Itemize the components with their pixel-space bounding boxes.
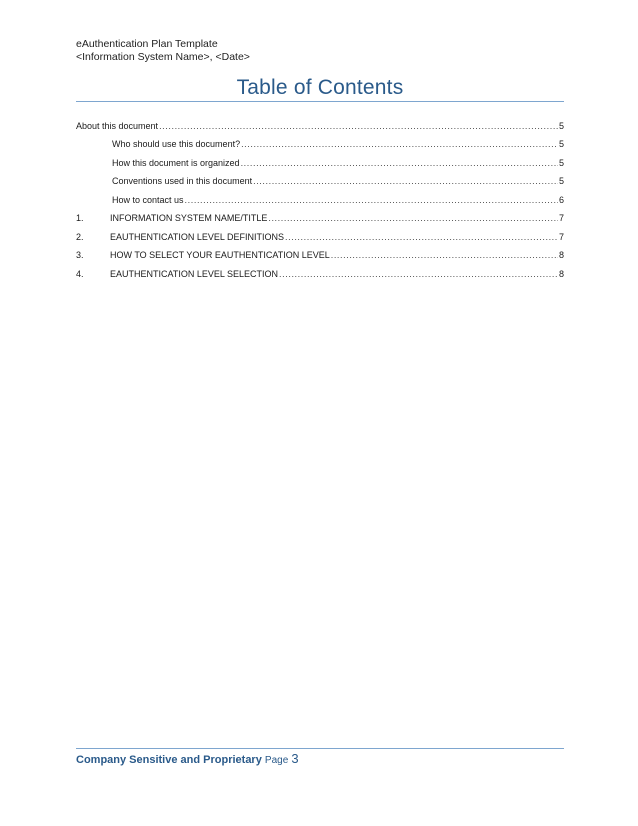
toc-entry-how-organized[interactable]: [76, 150, 564, 169]
toc-leader-dots: [253, 175, 558, 187]
toc-entry-who-should-use[interactable]: [76, 132, 564, 151]
toc-leader-dots: [241, 138, 558, 150]
toc-page-number: 5: [558, 139, 564, 149]
page-footer: [76, 751, 299, 766]
toc-leader-dots: [285, 231, 558, 243]
toc-entry-label: Conventions used in this document: [112, 176, 253, 186]
toc-leader-dots: [241, 157, 558, 169]
header-template-name: eAuthentication Plan Template: [76, 38, 218, 50]
toc-leader-dots: [268, 212, 558, 224]
toc-leader-dots: [159, 120, 558, 132]
toc-entry-label: Who should use this document?: [112, 139, 241, 149]
toc-page-number: 8: [558, 268, 564, 279]
toc-section-number: 2.: [76, 231, 84, 242]
footer-page-number: 3: [291, 751, 299, 766]
toc-entry-section-4[interactable]: [76, 261, 564, 280]
toc-page-number: 5: [558, 120, 564, 131]
toc-entry-conventions[interactable]: [76, 169, 564, 188]
footer-company-notice: Company Sensitive and Proprietary: [76, 754, 262, 766]
toc-entry-label: EAUTHENTICATION LEVEL SELECTION: [110, 268, 279, 279]
toc-entry-label: EAUTHENTICATION LEVEL DEFINITIONS: [110, 231, 285, 242]
toc-entry-label: INFORMATION SYSTEM NAME/TITLE: [110, 213, 268, 223]
toc-leader-dots: [185, 194, 558, 206]
toc-title: Table of Contents: [236, 76, 404, 99]
toc-leader-dots: [279, 268, 558, 280]
toc-page-number: 8: [558, 250, 564, 260]
toc-section-number: 4.: [76, 268, 84, 279]
title-divider: [76, 101, 564, 102]
toc-entry-about[interactable]: [76, 113, 564, 132]
document-header: [76, 38, 250, 64]
header-system-date: <Information System Name>, <Date>: [76, 51, 250, 63]
toc-entry-label: How this document is organized: [112, 157, 240, 168]
toc-page-number: 5: [558, 157, 564, 168]
toc-entry-section-3[interactable]: [76, 243, 564, 262]
toc-entry-label: About this document: [76, 120, 159, 131]
toc-page-number: 5: [558, 176, 564, 186]
toc-page-number: 7: [558, 213, 564, 223]
footer-page-label: Page: [264, 755, 289, 766]
toc-leader-dots: [331, 249, 558, 261]
toc-entry-label: How to contact us: [112, 194, 184, 205]
toc-page-number: 7: [558, 231, 564, 242]
toc-section-number: 3.: [76, 250, 84, 260]
toc-section-number: 1.: [76, 213, 84, 223]
toc-entry-section-2[interactable]: [76, 224, 564, 243]
toc-page-number: 6: [558, 194, 564, 205]
toc-entry-section-1[interactable]: [76, 206, 564, 225]
table-of-contents: [76, 113, 564, 280]
toc-entry-contact[interactable]: [76, 187, 564, 206]
footer-divider: [76, 748, 564, 749]
toc-entry-label: HOW TO SELECT YOUR EAUTHENTICATION LEVEL: [110, 250, 330, 260]
